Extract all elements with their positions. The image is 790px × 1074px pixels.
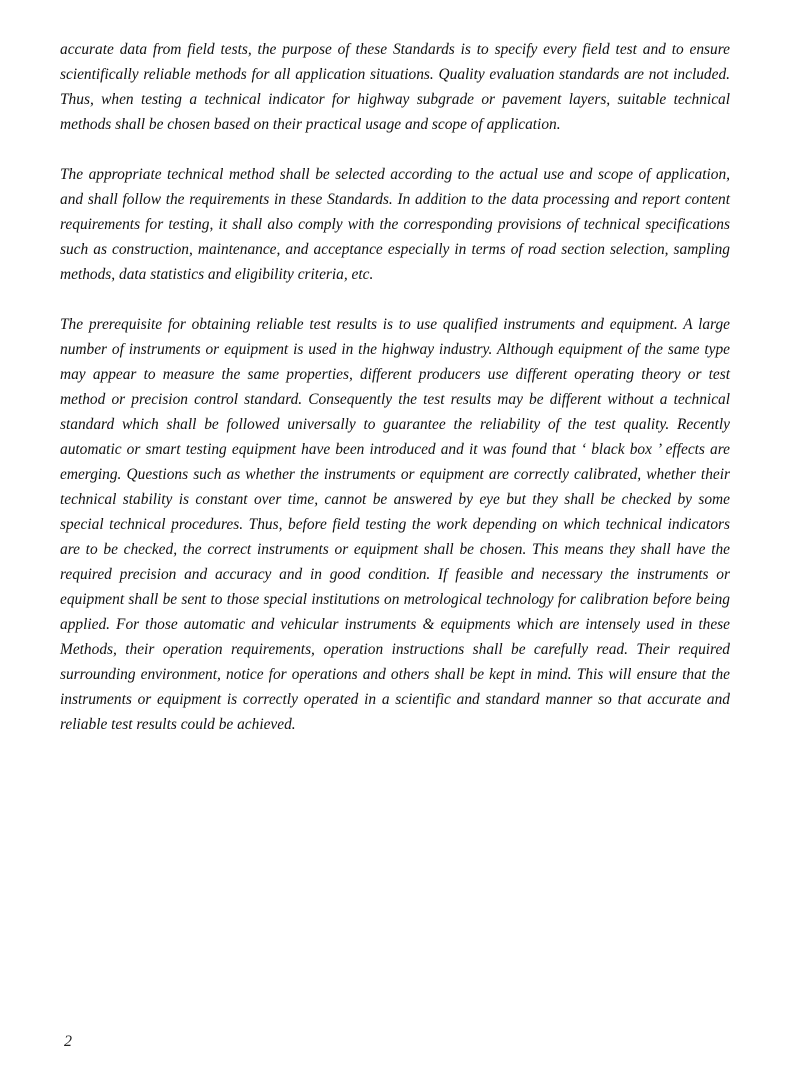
paragraph-intro: accurate data from field tests, the purpose of these Standards is to specify every field test and to ensure scientifically reliable methods for all application situations. Quality evaluation standards are not included. Thus, when testing a technical indicator for highway subgrade or pavement layers, suitable technical methods shall be chosen based on their practical usage and scope of application. <box>60 41 730 133</box>
page-number: 2 <box>64 1033 72 1050</box>
paragraph-instruments: The prerequisite for obtaining reliable test results is to use qualified instruments and equipment. A large number of instruments or equipment is used in the highway industry. Although equipment of the same type may appear to measure the same properties, different producers use different operating theory or test method or precision control standard. Consequently the test results may be different without a technical standard which shall be followed universally to guarantee the reliability of the test quality. Recently automatic or smart testing equipment have been introduced and it was found that ‘ black box ’ effects are emerging. Questions such as whether the instruments or equipment are correctly calibrated, whether their technical stability is constant over time, cannot be answered by eye but they shall be checked by some special technical procedures. Thus, before field testing the work depending on which technical indicators are to be checked, the correct instruments or equipment shall be chosen. This means they shall have the required precision and accuracy and in good condition. If feasible and necessary the instruments or equipment shall be sent to those special institutions on metrological technology for calibration before being applied. For those automatic and vehicular instruments & equipments which are intensely used in these Methods, their operation requirements, operation instructions shall be carefully read. Their required surrounding environment, notice for operations and others shall be kept in mind. This will ensure that the instruments or equipment is correctly operated in a scientific and standard manner so that accurate and reliable test results could be achieved. <box>60 316 730 733</box>
paragraph-method-selection: The appropriate technical method shall be selected according to the actual use and scope of application, and shall follow the requirements in these Standards. In addition to the data processing and report content requirements for testing, it shall also comply with the corresponding provisions of technical specifications such as construction, maintenance, and acceptance especially in terms of road section selection, sampling methods, data statistics and eligibility criteria, etc. <box>60 166 730 283</box>
